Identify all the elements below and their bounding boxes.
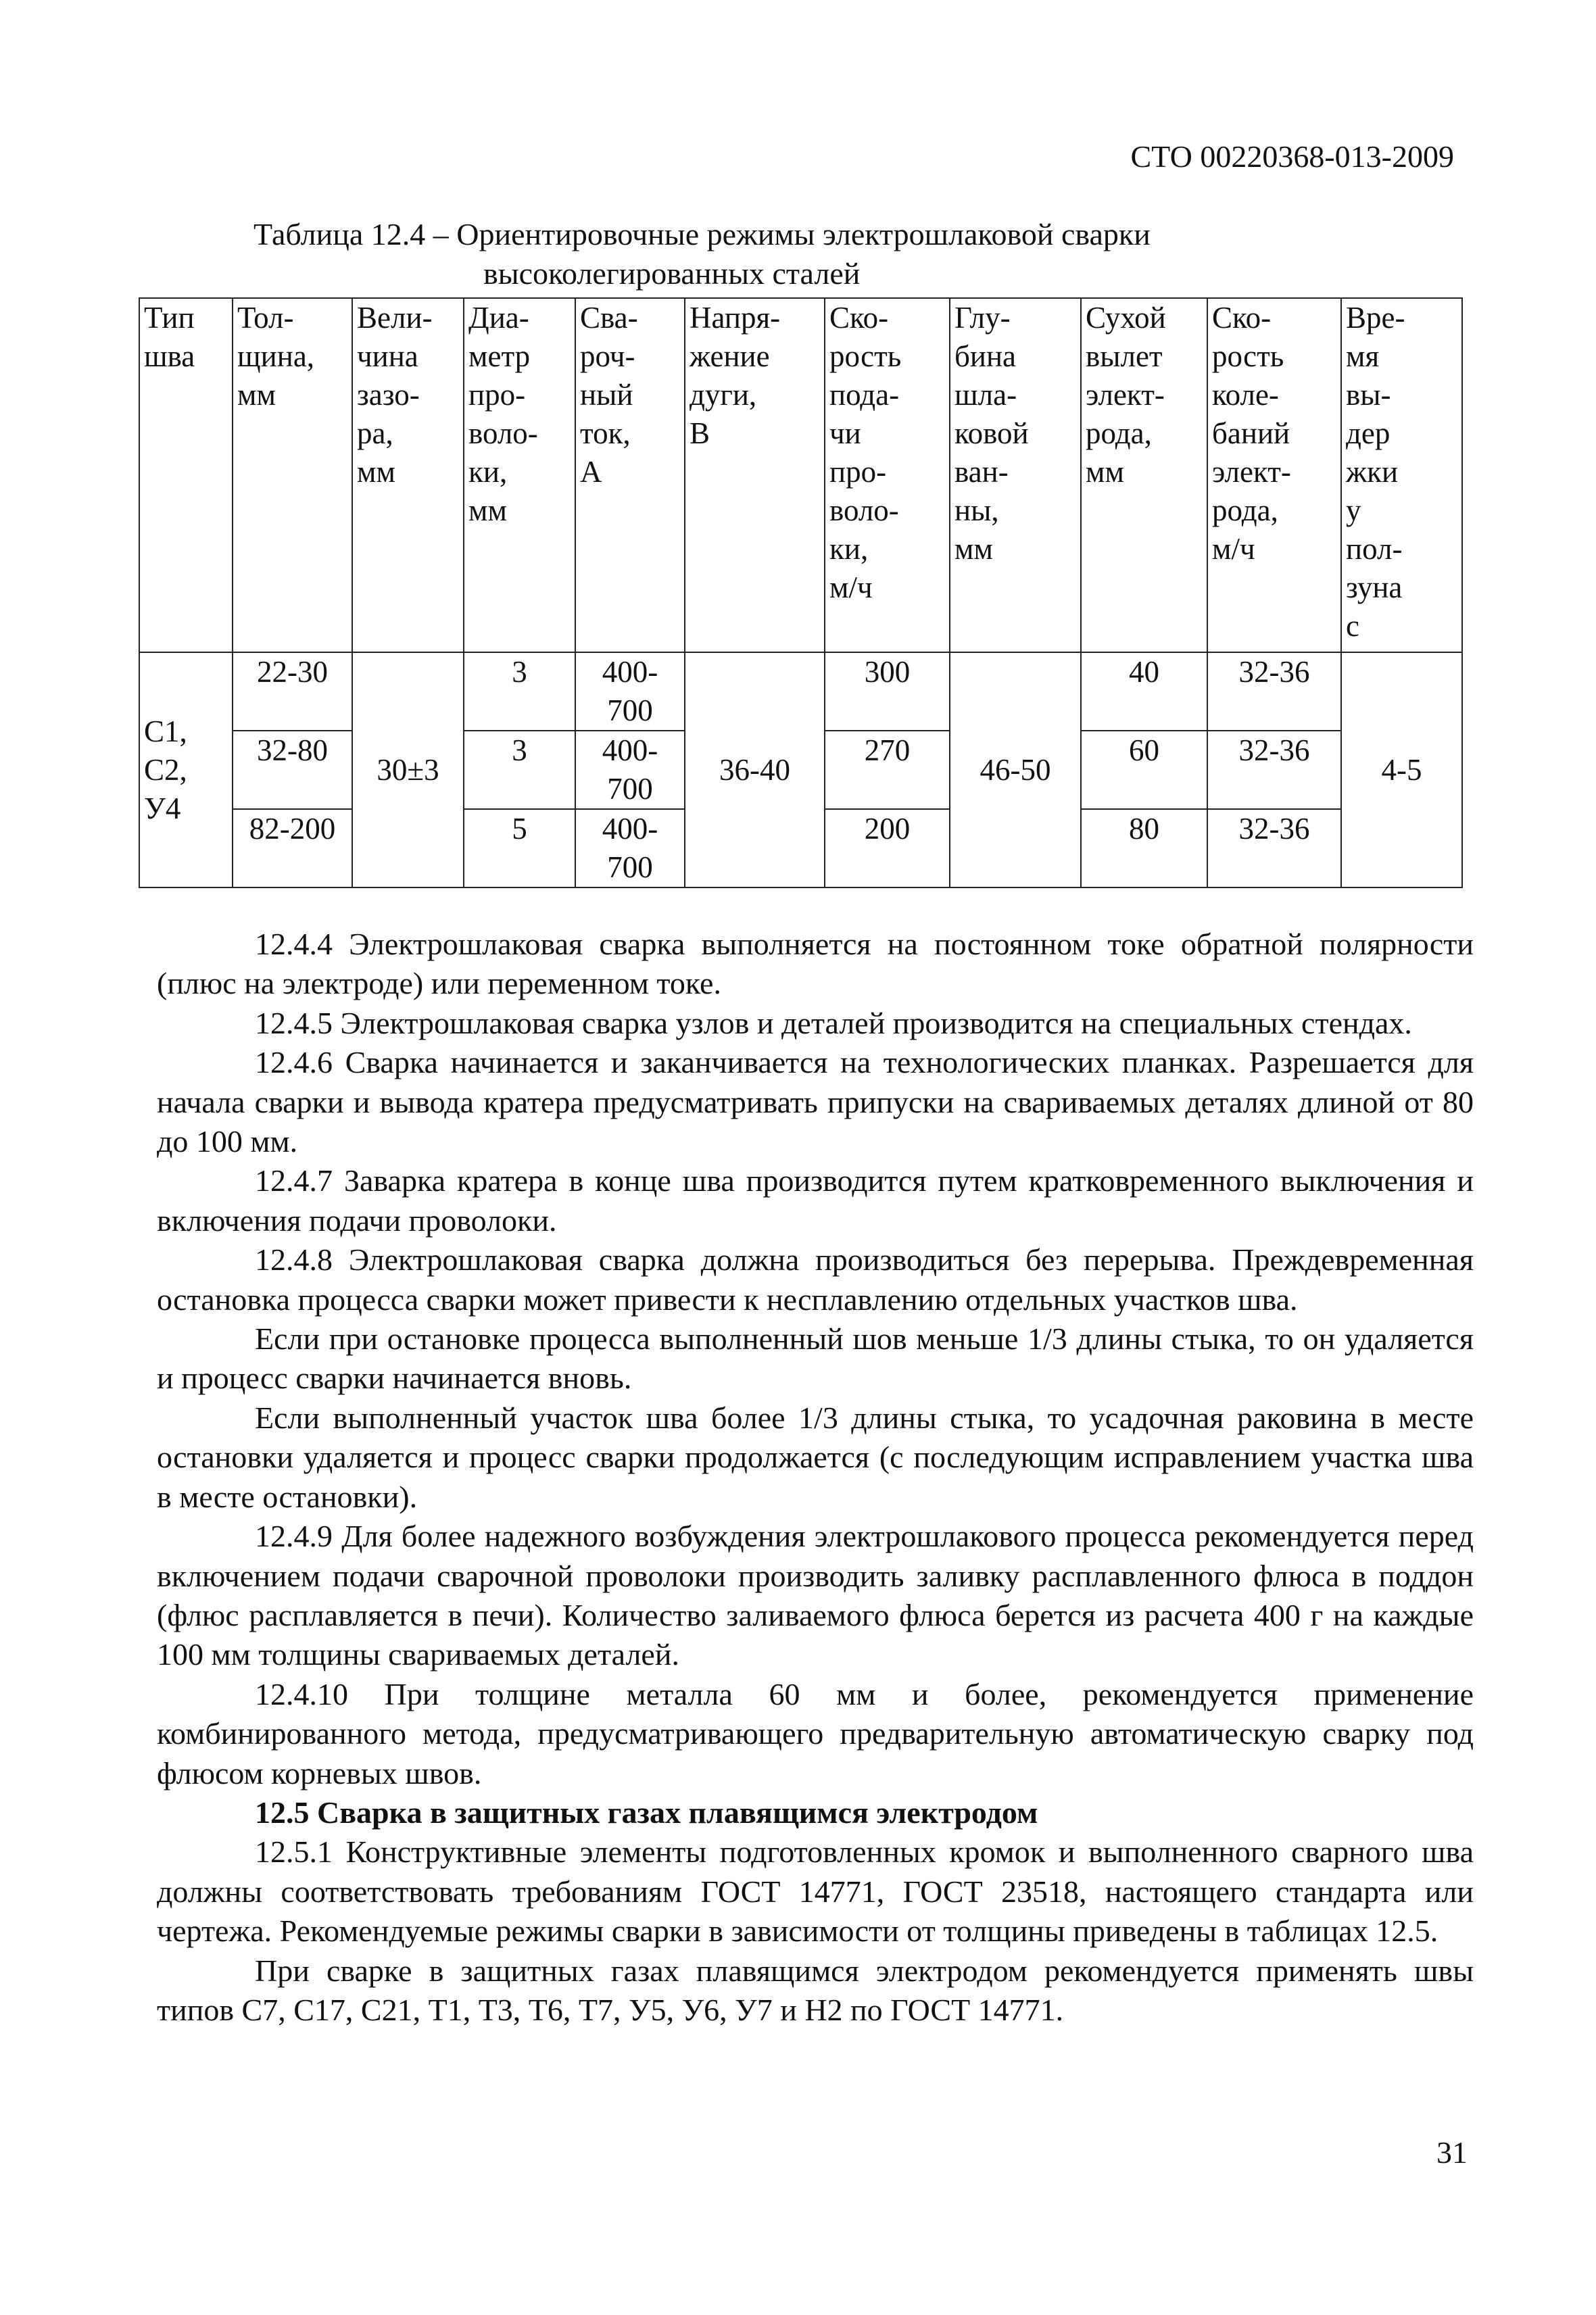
welding-regimes-table bbox=[139, 297, 1463, 888]
page-number: 31 bbox=[1436, 2135, 1468, 2170]
cell-thickness: 32-80 bbox=[233, 731, 352, 809]
header-wire-diameter: Диа- метр про- воло- ки, мм bbox=[464, 298, 575, 652]
cell-voltage: 36-40 bbox=[685, 652, 825, 887]
header-stickout: Сухой вылет элект- рода, мм bbox=[1081, 298, 1207, 652]
cell-wire-diameter: 3 bbox=[464, 652, 575, 731]
paragraph-stop-less: Если при остановке процесса выполненный шов меньше 1/3 длины стыка, то он удаляется и процесс сварки начинается вновь. bbox=[157, 1321, 1474, 1396]
header-oscillation: Ско- рость коле- баний элект- рода, м/ч bbox=[1207, 298, 1341, 652]
table-row bbox=[139, 652, 1462, 731]
cell-thickness: 82-200 bbox=[233, 809, 352, 887]
paragraph-12-4-6: 12.4.6 Сварка начинается и заканчивается на технологических планках. Разрешается для начала сварки и вывода кратера предусматривать припуски на свариваемых деталях длиной от 80 до 100 мм. bbox=[157, 1045, 1474, 1159]
cell-oscillation: 32-36 bbox=[1207, 809, 1341, 887]
paragraph-stop-more: Если выполненный участок шва более 1/3 длины стыка, то усадочная раковина в месте остановки удаляется и процесс сварки продолжается (с последующим исправлением участка шва в месте остановки). bbox=[157, 1400, 1474, 1514]
cell-feed-speed: 270 bbox=[825, 731, 950, 809]
paragraph-weld-types: При сварке в защитных газах плавящимся электродом рекомендуется применять швы типов С7, С17, С21, Т1, Т3, Т6, Т7, У5, У6, У7 и Н2 по ГОСТ 14771. bbox=[157, 1953, 1474, 2027]
cell-feed-speed: 300 bbox=[825, 652, 950, 731]
cell-stickout: 40 bbox=[1081, 652, 1207, 731]
header-current: Сва- роч- ный ток, А bbox=[575, 298, 685, 652]
cell-slag-depth: 46-50 bbox=[950, 652, 1081, 887]
header-slag-depth: Глу- бина шла- ковой ван- ны, мм bbox=[950, 298, 1081, 652]
table-title bbox=[253, 215, 1335, 293]
header-feed-speed: Ско- рость пода- чи про- воло- ки, м/ч bbox=[825, 298, 950, 652]
header-hold-time: Вре- мя вы- дер жки у пол- зуна с bbox=[1341, 298, 1462, 652]
table-header-row bbox=[139, 298, 1462, 652]
paragraph-12-4-10: 12.4.10 При толщине металла 60 мм и более, рекомендуется применение комбинированного метода, предусматривающего предварительную автоматическую сварку под флюсом корневых швов. bbox=[157, 1676, 1474, 1790]
cell-feed-speed: 200 bbox=[825, 809, 950, 887]
table-title-line1: Таблица 12.4 – Ориентировочные режимы электрошлаковой сварки bbox=[253, 217, 1151, 251]
header-thickness: Тол- щина, мм bbox=[233, 298, 352, 652]
cell-oscillation: 32-36 bbox=[1207, 731, 1341, 809]
cell-gap: 30±3 bbox=[352, 652, 464, 887]
cell-thickness: 22-30 bbox=[233, 652, 352, 731]
table-title-line2: высоколегированных сталей bbox=[483, 256, 861, 291]
document-code: СТО 00220368-013-2009 bbox=[1130, 139, 1454, 174]
body-text bbox=[157, 925, 1474, 2030]
header-voltage: Напря- жение дуги, В bbox=[685, 298, 825, 652]
cell-current: 400- 700 bbox=[575, 809, 685, 887]
cell-wire-diameter: 3 bbox=[464, 731, 575, 809]
paragraph-12-4-5: 12.4.5 Электрошлаковая сварка узлов и деталей производится на специальных стендах. bbox=[255, 1005, 1412, 1040]
cell-wire-diameter: 5 bbox=[464, 809, 575, 887]
paragraph-12-4-7: 12.4.7 Заварка кратера в конце шва производится путем кратковременного выключения и включения подачи проволоки. bbox=[157, 1163, 1474, 1238]
header-weld-type: Тип шва bbox=[139, 298, 233, 652]
cell-hold-time: 4-5 bbox=[1341, 652, 1462, 887]
paragraph-12-4-9: 12.4.9 Для более надежного возбуждения электрошлакового процесса рекомендуется перед включением подачи сварочной проволоки производить заливку расплавленного флюса в поддон (флюс расплавляется в печи). Количество заливаемого флюса берется из расчета 400 г на каждые 100 мм толщины свариваемых деталей. bbox=[157, 1519, 1474, 1672]
section-heading-12-5: 12.5 Сварка в защитных газах плавящимся электродом bbox=[255, 1795, 1038, 1830]
cell-current: 400- 700 bbox=[575, 731, 685, 809]
paragraph-12-5-1: 12.5.1 Конструктивные элементы подготовленных кромок и выполненного сварного шва должны соответствовать требованиям ГОСТ 14771, ГОСТ 23518, настоящего стандарта или чертежа. Рекомендуемые режимы сварки в зависимости от толщины приведены в таблицах 12.5. bbox=[157, 1834, 1474, 1949]
paragraph-12-4-8: 12.4.8 Электрошлаковая сварка должна производиться без перерыва. Преждевременная остановка процесса сварки может привести к несплавлению отдельных участков шва. bbox=[157, 1242, 1474, 1317]
paragraph-12-4-4: 12.4.4 Электрошлаковая сварка выполняется на постоянном токе обратной полярности (плюс на электроде) или переменном токе. bbox=[157, 927, 1474, 1001]
cell-oscillation: 32-36 bbox=[1207, 652, 1341, 731]
cell-current: 400- 700 bbox=[575, 652, 685, 731]
header-gap: Вели- чина зазо- ра, мм bbox=[352, 298, 464, 652]
cell-stickout: 60 bbox=[1081, 731, 1207, 809]
cell-weld-type: С1, С2, У4 bbox=[139, 652, 233, 887]
cell-stickout: 80 bbox=[1081, 809, 1207, 887]
